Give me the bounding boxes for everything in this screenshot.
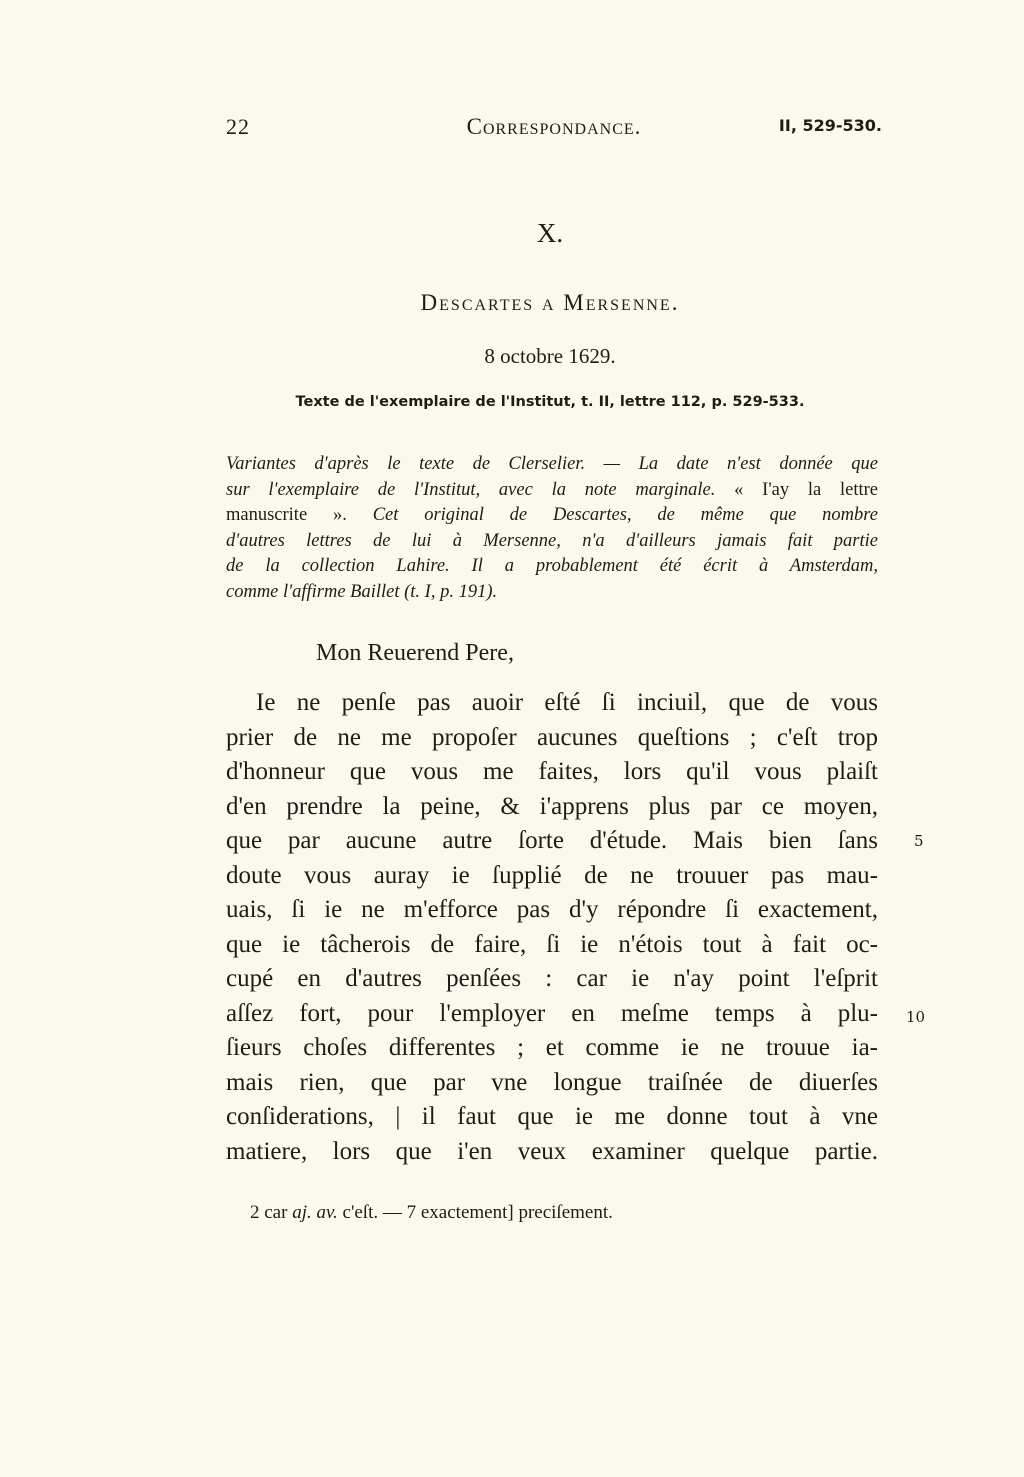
body-line: que par aucune autre ſorte d'étude. Mais bien ſans: [226, 827, 878, 854]
variantes-line: comme l'affirme Baillet (t. I, p. 191).: [226, 581, 498, 602]
footnote-fragment: c'eſt. — 7 exactement] preciſement.: [342, 1202, 613, 1223]
footnote-fragment: 2 car: [250, 1202, 288, 1223]
variantes-fragment: manuscrite ».: [226, 505, 347, 526]
body-line: prier de ne me propoſer aucunes queſtions ; c'eſt trop: [226, 723, 878, 751]
body-line: d'honneur que vous me faites, lors qu'il vous plaiſt: [226, 758, 878, 785]
body-line: doute vous auray ie ſupplié de ne trouuer pas mau-: [226, 861, 878, 889]
salutation: Mon Reuerend Pere,: [316, 640, 514, 666]
variantes-line: d'autres lettres de lui à Mersenne, n'a d'ailleurs jamais fait partie: [226, 530, 878, 551]
variantes-line: [226, 503, 878, 529]
page-reference: II, 529-530.: [778, 116, 882, 135]
line-number-5: 5: [914, 832, 924, 850]
running-head: [226, 114, 882, 144]
footnote: [250, 1202, 613, 1224]
body-line: Ie ne penſe pas auoir eſté ſi inciuil, que de vous: [256, 689, 878, 716]
variantes-fragment: Cet original de Descartes, de même que nombre: [372, 505, 879, 526]
body-line: uais, ſi ie ne m'efforce pas d'y répondre ſi exactement,: [226, 896, 878, 923]
variantes-line: Variantes d'après le texte de Clerselier. — La date n'est donnée que: [226, 454, 878, 474]
footnote-fragment: aj. av.: [292, 1202, 338, 1223]
letter-number: X.: [536, 218, 564, 248]
letter-date: 8 octobre 1629.: [484, 344, 616, 368]
page-number: 22: [226, 114, 250, 139]
body-line: que ie tâcherois de faire, ſi ie n'étois tout à fait oc-: [226, 930, 878, 958]
body-line: cupé en d'autres penſées : car ie n'ay point l'eſprit: [226, 965, 878, 992]
variantes-fragment: « I'ay la lettre: [734, 479, 879, 500]
source-note: Texte de l'exemplaire de l'Institut, t. II, lettre 112, p. 529-533.: [295, 394, 805, 410]
body-line: mais rien, que par vne longue traiſnée de diuerſes: [226, 1068, 878, 1096]
letter-heading: Descartes a Mersenne.: [420, 290, 680, 315]
variantes-line: de la collection Lahire. Il a probablement été écrit à Amsterdam,: [226, 556, 878, 577]
body-line: d'en prendre la peine, & i'apprens plus par ce moyen,: [226, 792, 878, 820]
variantes-line: [226, 478, 878, 504]
line-number-10: 10: [906, 1008, 926, 1026]
letter-body: [226, 686, 878, 1169]
body-line: conſiderations, | il faut que ie me donne tout à vne: [226, 1103, 878, 1130]
body-line: aſſez fort, pour l'employer en meſme temps à plu-: [226, 999, 878, 1027]
variantes-note: [226, 452, 878, 606]
body-line: matiere, lors que i'en veux examiner quelque partie.: [226, 1137, 878, 1165]
variantes-fragment: sur l'exemplaire de l'Institut, avec la note marginale.: [226, 479, 716, 500]
body-line: ſieurs choſes differentes ; et comme ie ne trouue ia-: [226, 1034, 878, 1061]
running-title: Correspondance.: [466, 114, 642, 139]
